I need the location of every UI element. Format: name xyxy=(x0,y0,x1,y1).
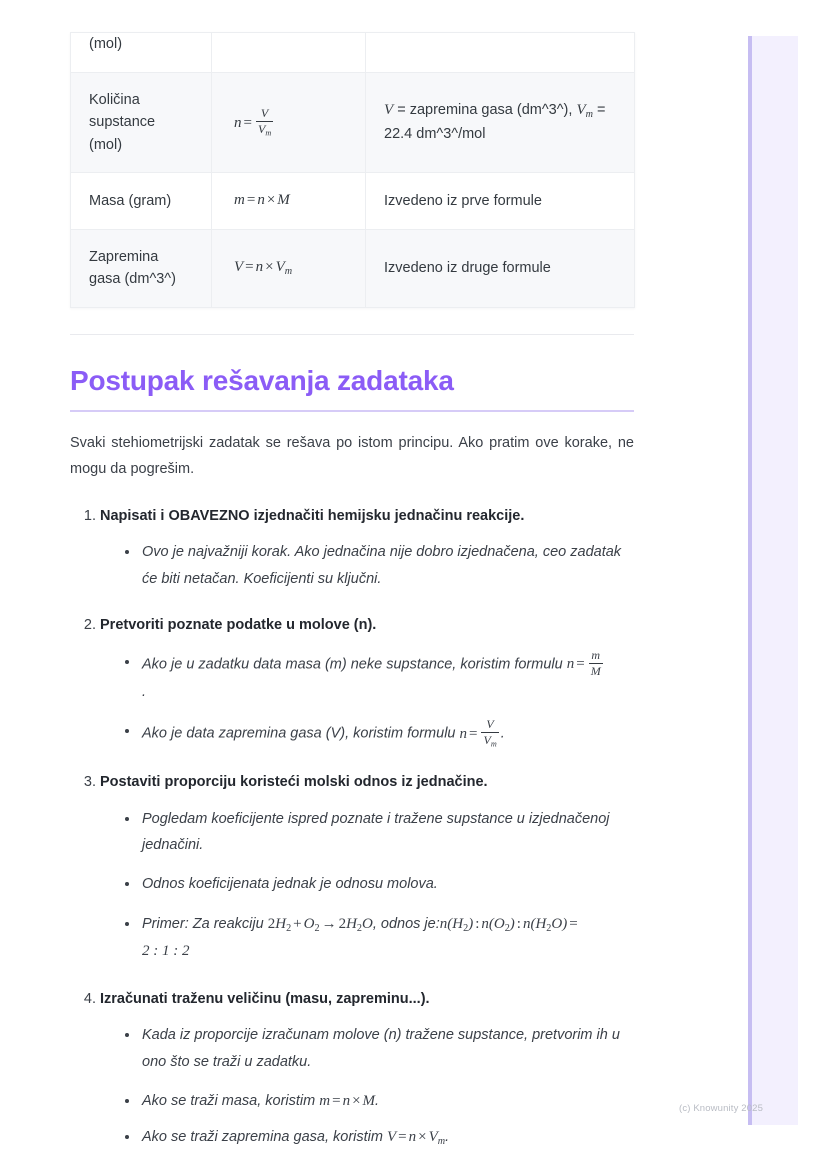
steps-list xyxy=(70,505,634,1152)
note-text: = 22.4 dm^3^/mol xyxy=(384,102,606,143)
page-title: Postupak rešavanja zadataka xyxy=(70,365,454,397)
step-title: Pretvoriti poznate podatke u molove (n). xyxy=(100,617,377,634)
step-title: Postaviti proporciju koristeći molski odnos iz jednačine. xyxy=(100,774,488,791)
quantity-line: Zapremina xyxy=(89,248,159,265)
table-cell-formula xyxy=(212,33,366,73)
scrollbar-track[interactable] xyxy=(748,36,798,1125)
formula-v-equals-n-times-vm: $V = n \times V_m$ xyxy=(234,259,293,278)
list-item: Kada iz proporcije izračunam molove (n) tražene supstance, pretvorim ih u ono što se traži u zadatku. xyxy=(124,1022,634,1075)
table-cell-quantity xyxy=(71,72,212,173)
list-item xyxy=(124,911,634,966)
bullet-tail: . xyxy=(375,1092,380,1109)
list-item xyxy=(124,1088,634,1115)
formula-reference-table xyxy=(70,32,635,308)
formula-m-equals-n-times-m: m = n × M xyxy=(319,1092,376,1109)
quantity-line: (mol) xyxy=(89,136,123,153)
equation-hydrogen-combustion: $2H_2 + O_2 \to 2H_2O$ xyxy=(267,915,373,934)
formula-n-equals-v-over-vm: n = $\frac{V}{V_m}$ xyxy=(459,716,497,749)
table-cell-note: Izvedeno iz druge formule xyxy=(366,229,635,307)
note-text: = zapremina gasa (dm^3^), xyxy=(393,102,577,119)
table-cell-formula xyxy=(212,173,366,229)
list-item xyxy=(100,771,634,966)
intro-paragraph: Svaki stehiometrijski zadatak se rešava po istom principu. Ako pratim ove korake, ne mogu da pogrešim. xyxy=(70,435,634,478)
list-item xyxy=(100,988,634,1152)
list-item: Pogledam koeficijente ispred poznate i tražene supstance u izjednačenoj jednačini. xyxy=(124,806,634,859)
bullet-text: Ako se traži masa, koristim xyxy=(142,1092,320,1109)
list-item xyxy=(100,505,634,592)
table-cell-note: Izvedeno iz prve formule xyxy=(366,173,635,229)
list-item xyxy=(124,718,634,749)
bullet-tail: . xyxy=(445,1129,450,1146)
bullet-text: Ako je u zadatku data masa (m) neke supstance, koristim formulu xyxy=(142,656,567,673)
symbol-v: V xyxy=(384,102,394,119)
list-item xyxy=(124,1124,634,1152)
table-row xyxy=(71,72,635,173)
step-bullets xyxy=(100,1022,634,1152)
scrollbar-thumb[interactable] xyxy=(748,36,752,1125)
formula-v-equals-n-times-vm: $V = n \times V_m$ xyxy=(386,1129,446,1148)
bullet-label: Primer: xyxy=(142,915,189,932)
document-content xyxy=(70,0,634,1174)
bullet-tail: . xyxy=(500,725,505,742)
step-bullets xyxy=(100,539,634,592)
bullet-text: Za reakciju xyxy=(188,915,268,932)
mole-ratio-expression: $n(H_2)$ : $n(O_2)$ : $n(H_2O)$ = xyxy=(439,915,578,934)
table-cell-note xyxy=(366,33,635,73)
step-title: Napisati i OBAVEZNO izjednačiti hemijsku jednačinu reakcije. xyxy=(100,507,525,524)
bullet-text: , odnos je: xyxy=(372,915,440,932)
step-bullets xyxy=(100,649,634,750)
symbol-vm: $V_m$ xyxy=(576,102,593,121)
bullet-text: Ako je data zapremina gasa (V), koristim formulu xyxy=(142,725,460,742)
title-underline xyxy=(70,410,634,412)
table-row xyxy=(71,33,635,73)
table-row xyxy=(71,229,635,307)
list-item xyxy=(100,614,634,749)
list-item: Odnos koeficijenata jednak je odnosu molova. xyxy=(124,871,634,897)
table-row xyxy=(71,173,635,229)
step-title: Izračunati traženu veličinu (masu, zapreminu...). xyxy=(100,990,430,1007)
list-item xyxy=(124,649,634,705)
step-bullets xyxy=(100,806,634,966)
mole-ratio-values: 2 : 1 : 2 xyxy=(142,943,190,960)
table-cell-quantity xyxy=(71,229,212,307)
copyright-watermark: (c) Knowunity 2025 xyxy=(679,1103,764,1114)
table-cell-quantity: (mol) xyxy=(71,33,212,73)
formula-m-equals-n-times-m: m = n × M xyxy=(234,192,290,209)
bullet-text: Ako se traži zapremina gasa, koristim xyxy=(142,1129,387,1146)
table-cell-formula xyxy=(212,72,366,173)
table-cell-quantity: Masa (gram) xyxy=(71,173,212,229)
table-cell-note xyxy=(366,72,635,173)
quantity-line: gasa (dm^3^) xyxy=(89,271,176,288)
quantity-line: Količina xyxy=(89,91,140,108)
bullet-tail: . xyxy=(142,683,147,700)
quantity-line: supstance xyxy=(89,114,156,131)
table-cell-formula xyxy=(212,229,366,307)
list-item: Ovo je najvažniji korak. Ako jednačina nije dobro izjednačena, ceo zadatak će biti netačan. Koeficijenti su ključni. xyxy=(124,539,634,592)
formula-n-equals-m-over-m: n = $\frac{m}{M}$ xyxy=(566,647,601,678)
formula-n-equals-v-over-vm: n = $\frac{V}{V_m}$ xyxy=(234,105,272,138)
section-divider xyxy=(70,334,634,335)
